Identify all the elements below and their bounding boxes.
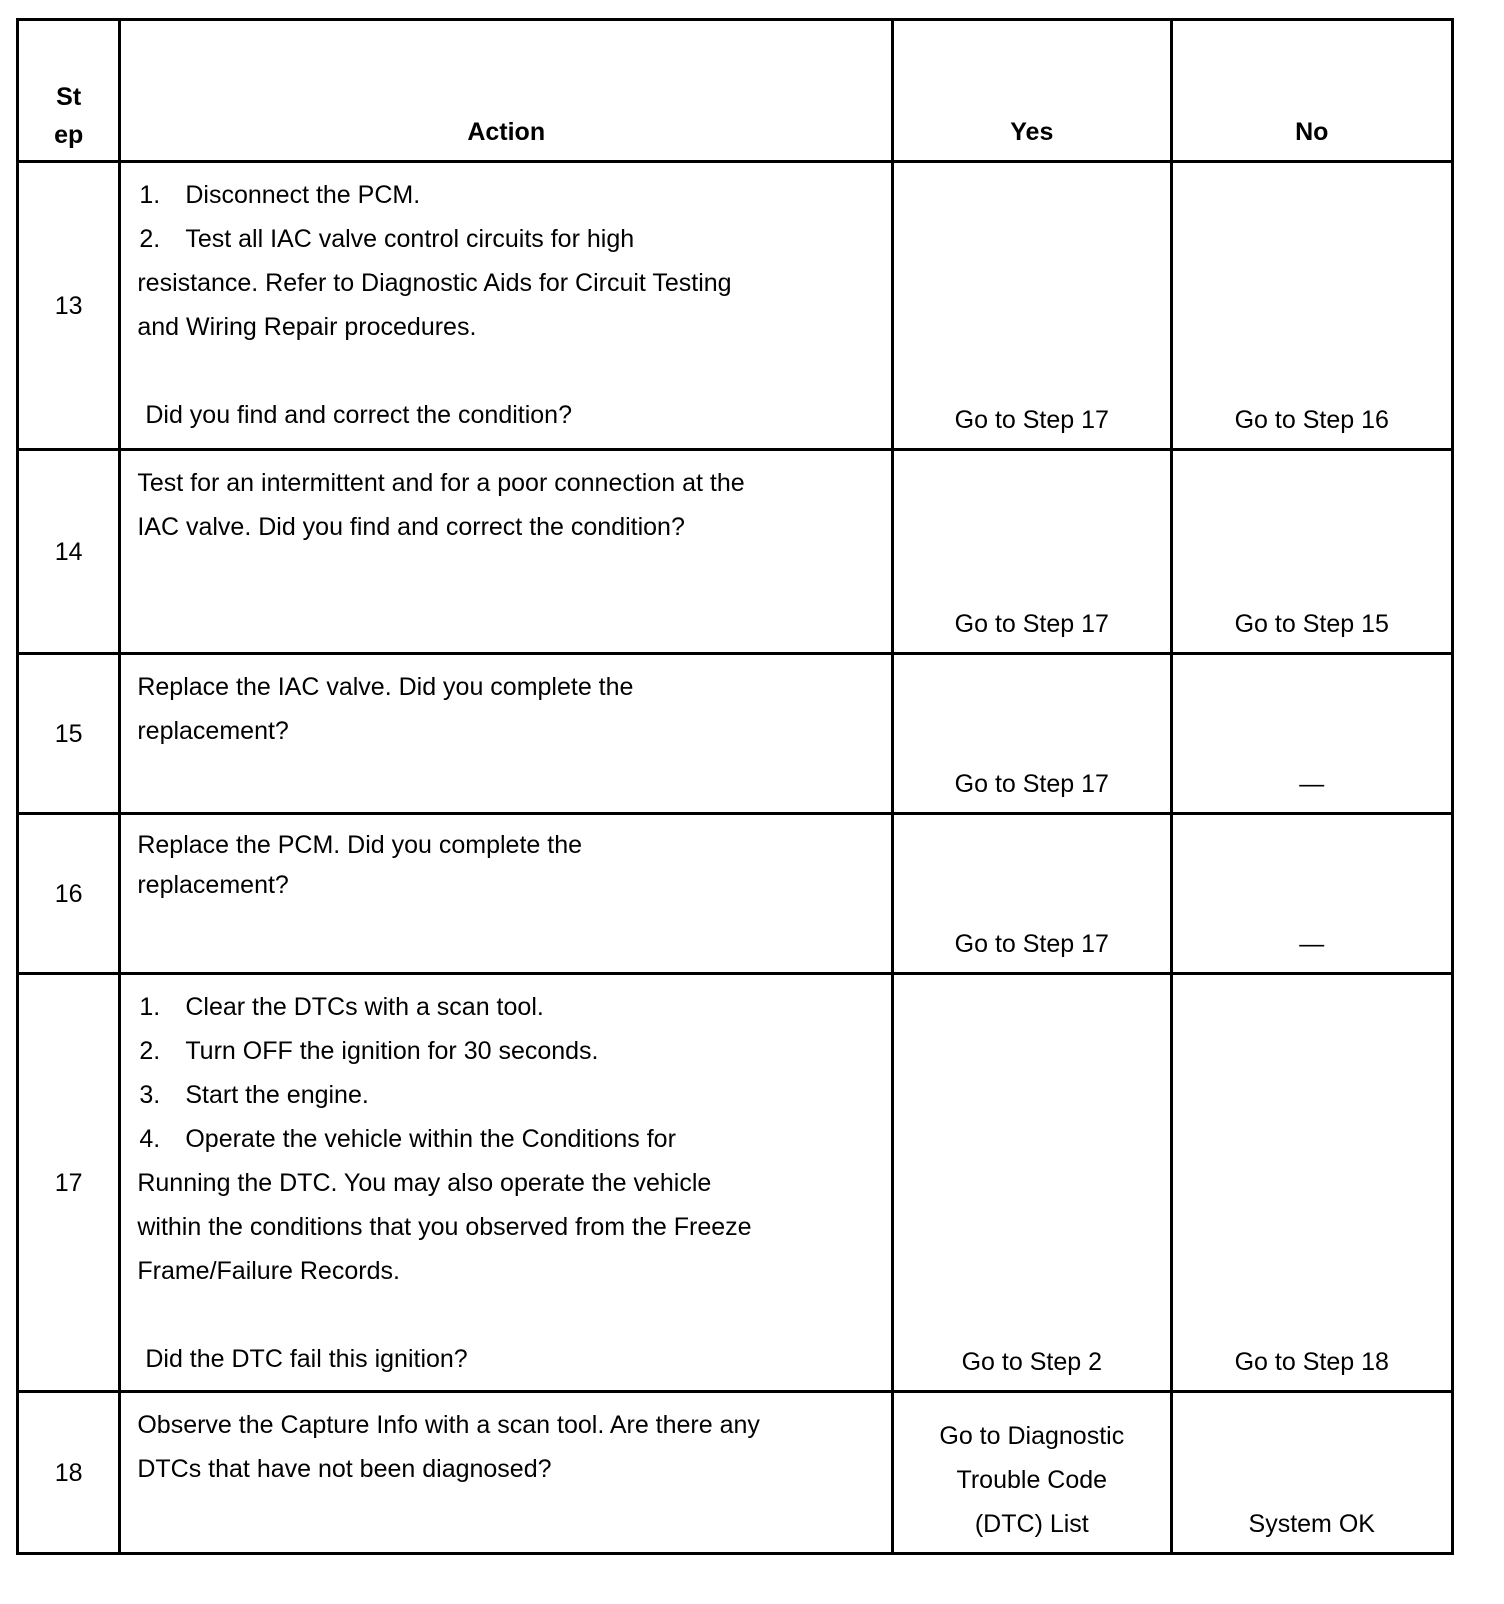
yes-cell: Go to Step 17: [893, 450, 1171, 654]
column-header-no: No: [1171, 20, 1453, 162]
action-text: Observe the Capture Info with a scan tool. Are there any: [137, 1411, 760, 1439]
table-row-step-13: [18, 162, 1453, 450]
action-item: 4. Operate the vehicle within the Conditions for: [139, 1125, 676, 1153]
action-text: Running the DTC. You may also operate the vehicle: [137, 1169, 712, 1197]
action-item: 1. Clear the DTCs with a scan tool.: [139, 993, 544, 1021]
no-cell: Go to Step 18: [1171, 974, 1453, 1392]
action-item: 2. Turn OFF the ignition for 30 seconds.: [139, 1037, 599, 1065]
action-cell: [120, 1392, 893, 1554]
action-cell: [120, 974, 893, 1392]
step-number: 18: [18, 1392, 120, 1554]
action-cell: [120, 450, 893, 654]
table-row-step-15: [18, 654, 1453, 814]
action-text: resistance. Refer to Diagnostic Aids for Circuit Testing: [137, 269, 732, 297]
table-row-step-16: [18, 814, 1453, 974]
action-text: replacement?: [137, 717, 289, 745]
yes-cell: Go to Step 2: [893, 974, 1171, 1392]
table-row-step-14: [18, 450, 1453, 654]
step-number: 13: [18, 162, 120, 450]
step-header-part1: St: [56, 83, 82, 111]
no-cell: Go to Step 16: [1171, 162, 1453, 450]
column-header-step: [18, 20, 120, 162]
yes-cell: Go to Step 17: [893, 814, 1171, 974]
action-cell: [120, 162, 893, 450]
table-row-step-18: [18, 1392, 1453, 1554]
action-text: within the conditions that you observed from the Freeze: [137, 1213, 752, 1241]
table-row-step-17: [18, 974, 1453, 1392]
no-cell: System OK: [1171, 1392, 1453, 1554]
yes-text-line: Trouble Code: [956, 1466, 1108, 1494]
no-cell: —: [1171, 654, 1453, 814]
yes-cell: Go to Step 17: [893, 654, 1171, 814]
action-text: IAC valve. Did you find and correct the condition?: [137, 513, 685, 541]
action-cell: [120, 654, 893, 814]
yes-cell: Go to Step 17: [893, 162, 1171, 450]
action-text: Replace the PCM. Did you complete the: [137, 831, 583, 859]
step-number: 15: [18, 654, 120, 814]
step-header-part2: ep: [54, 121, 84, 149]
column-header-yes: Yes: [893, 20, 1171, 162]
no-cell: —: [1171, 814, 1453, 974]
action-item: 3. Start the engine.: [139, 1081, 369, 1109]
no-cell: Go to Step 15: [1171, 450, 1453, 654]
header-row: [18, 20, 1453, 162]
step-number: 16: [18, 814, 120, 974]
action-item: 2. Test all IAC valve control circuits for high: [139, 225, 635, 253]
yes-text-line: (DTC) List: [974, 1510, 1089, 1538]
yes-text-line: Go to Diagnostic: [939, 1422, 1125, 1450]
action-question: Did you find and correct the condition?: [145, 401, 572, 429]
action-text: Frame/Failure Records.: [137, 1257, 400, 1285]
action-question: Did the DTC fail this ignition?: [145, 1345, 468, 1373]
step-number: 17: [18, 974, 120, 1392]
diagnostic-table: [16, 18, 1454, 1555]
yes-cell: [893, 1392, 1171, 1554]
action-item: 1. Disconnect the PCM.: [139, 181, 421, 209]
action-text: Test for an intermittent and for a poor connection at the: [137, 469, 745, 497]
action-text: Replace the IAC valve. Did you complete the: [137, 673, 634, 701]
step-number: 14: [18, 450, 120, 654]
action-text: and Wiring Repair procedures.: [137, 313, 477, 341]
action-text: DTCs that have not been diagnosed?: [137, 1455, 552, 1483]
column-header-action: Action: [120, 20, 893, 162]
action-cell: [120, 814, 893, 974]
action-text: replacement?: [137, 871, 289, 899]
